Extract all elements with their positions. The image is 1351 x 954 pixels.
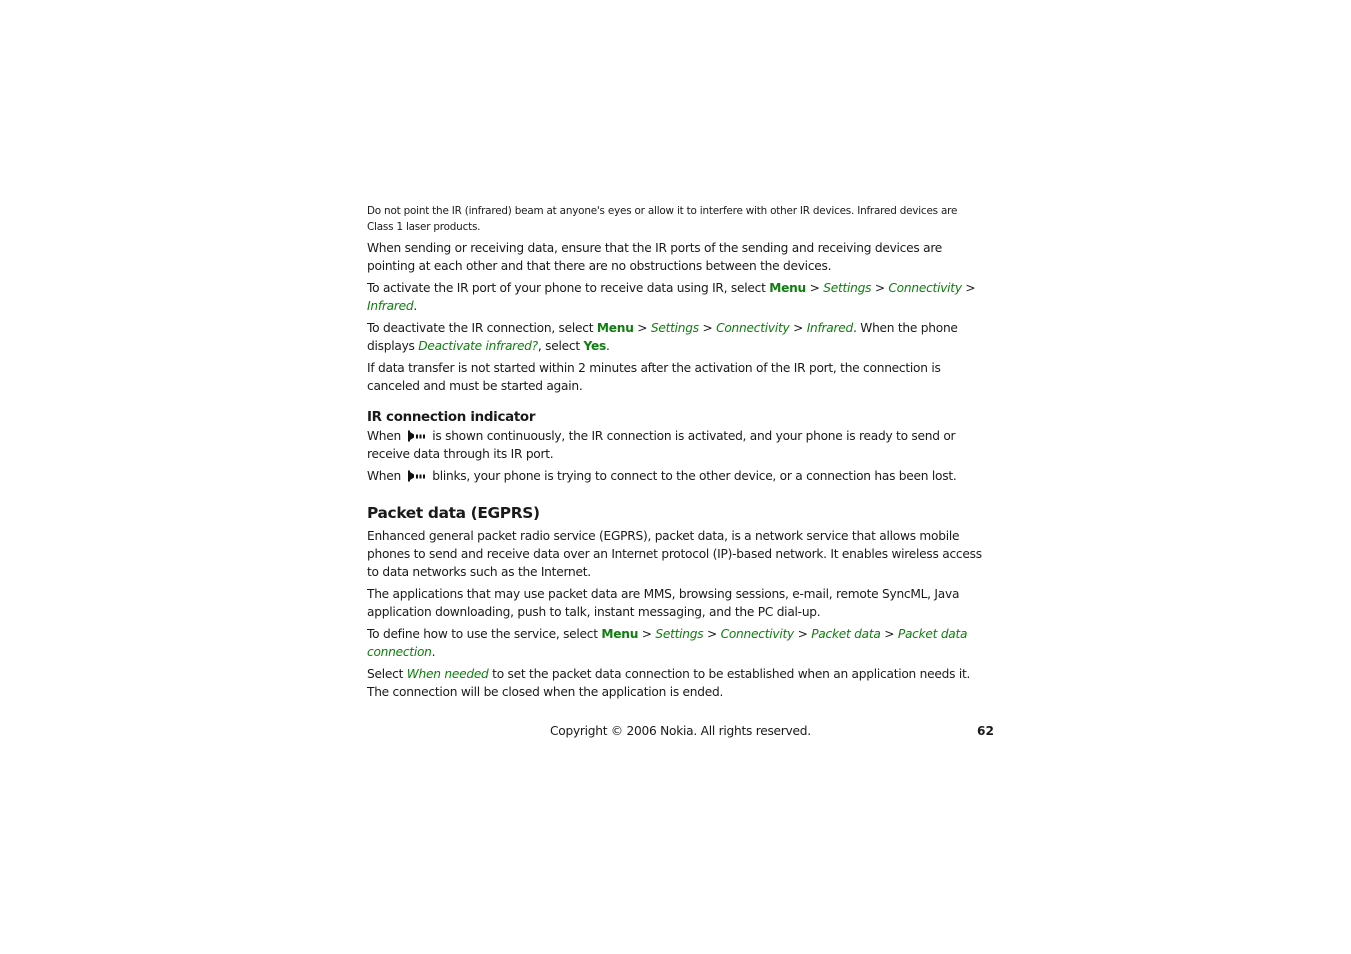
menu-link: Menu [601,627,639,641]
para-sending: When sending or receiving data, ensure that the IR ports of the sending and receiving devices are pointing at each other and that there are no obstructions between the devices. [367,241,943,273]
menu-link: Menu [596,321,634,335]
para-activate [367,279,983,315]
deactivate-select: , select [537,339,584,353]
separator: > [871,281,889,295]
settings-link: Settings [655,627,704,641]
period: . [413,299,417,313]
para-define [367,625,983,661]
para-applications: The applications that may use packet data are MMS, browsing sessions, e-mail, remote SyncML, Java application downloading, push to talk, instant messaging, and the PC dial-up. [367,587,960,619]
deactivate-middle: . When the phone displays [367,321,958,353]
ir-connection-icon [407,430,427,442]
separator: > [638,627,656,641]
para-timeout: If data transfer is not started within 2 minutes after the activation of the IR port, the connection is canceled and must be started again. [367,361,941,393]
packet-data-connection-link: Packet data connection [367,627,968,659]
menu-link: Menu [769,281,806,295]
ir-warning-note: Do not point the IR (infrared) beam at anyone's eyes or allow it to interfere with other IR devices. Infrared devices are Class 1 laser products. [367,205,958,233]
infrared-link: Infrared [806,321,854,335]
period: . [605,339,610,353]
deactivate-prefix: To deactivate the IR connection, select [367,321,597,335]
para-indicator-continuous [367,427,983,463]
activate-prefix: To activate the IR port of your phone to receive data using IR, select [367,281,770,295]
period: . [431,645,436,659]
when-needed-option: When needed [406,667,489,681]
settings-link: Settings [823,281,872,295]
deactivate-question: Deactivate infrared? [418,339,538,353]
define-prefix: To define how to use the service, select [367,627,602,641]
connectivity-link: Connectivity [720,627,794,641]
separator: > [961,281,976,295]
separator: > [789,321,807,335]
yes-option: Yes [583,339,606,353]
infrared-link: Infrared [367,299,414,313]
para-indicator-blinks [367,467,983,485]
page-content [367,203,983,705]
packet-data-link: Packet data [811,627,881,641]
connectivity-link: Connectivity [716,321,790,335]
connectivity-link: Connectivity [888,281,962,295]
when-text: When [367,429,401,443]
indicator-blinks-text: blinks, your phone is trying to connect to the other device, or a connection has been lost. [428,469,957,483]
select-text: Select [367,667,407,681]
para-deactivate [367,319,983,355]
settings-link: Settings [650,321,699,335]
para-egprs: Enhanced general packet radio service (EGPRS), packet data, is a network service that allows mobile phones to send and receive data over an Internet protocol (IP)-based network. It enables wireless access to data networks such as the Internet. [367,529,982,579]
ir-indicator-heading: IR connection indicator [367,410,536,425]
indicator-continuous-text: is shown continuously, the IR connection is activated, and your phone is ready to send or receive data through its IR port. [367,429,956,461]
separator: > [880,627,898,641]
separator: > [703,627,721,641]
page-number: 62 [977,724,994,738]
when-needed-text: to set the packet data connection to be established when an application needs it. The connection will be closed when the application is ended. [367,667,971,699]
separator: > [805,281,824,295]
para-when-needed [367,665,983,701]
ir-connection-icon [407,470,427,482]
separator: > [633,321,651,335]
when-text: When [367,469,401,483]
separator: > [793,627,812,641]
footer-copyright: Copyright © 2006 Nokia. All rights reserved. [550,724,811,738]
packet-data-heading: Packet data (EGPRS) [367,504,540,522]
separator: > [698,321,717,335]
